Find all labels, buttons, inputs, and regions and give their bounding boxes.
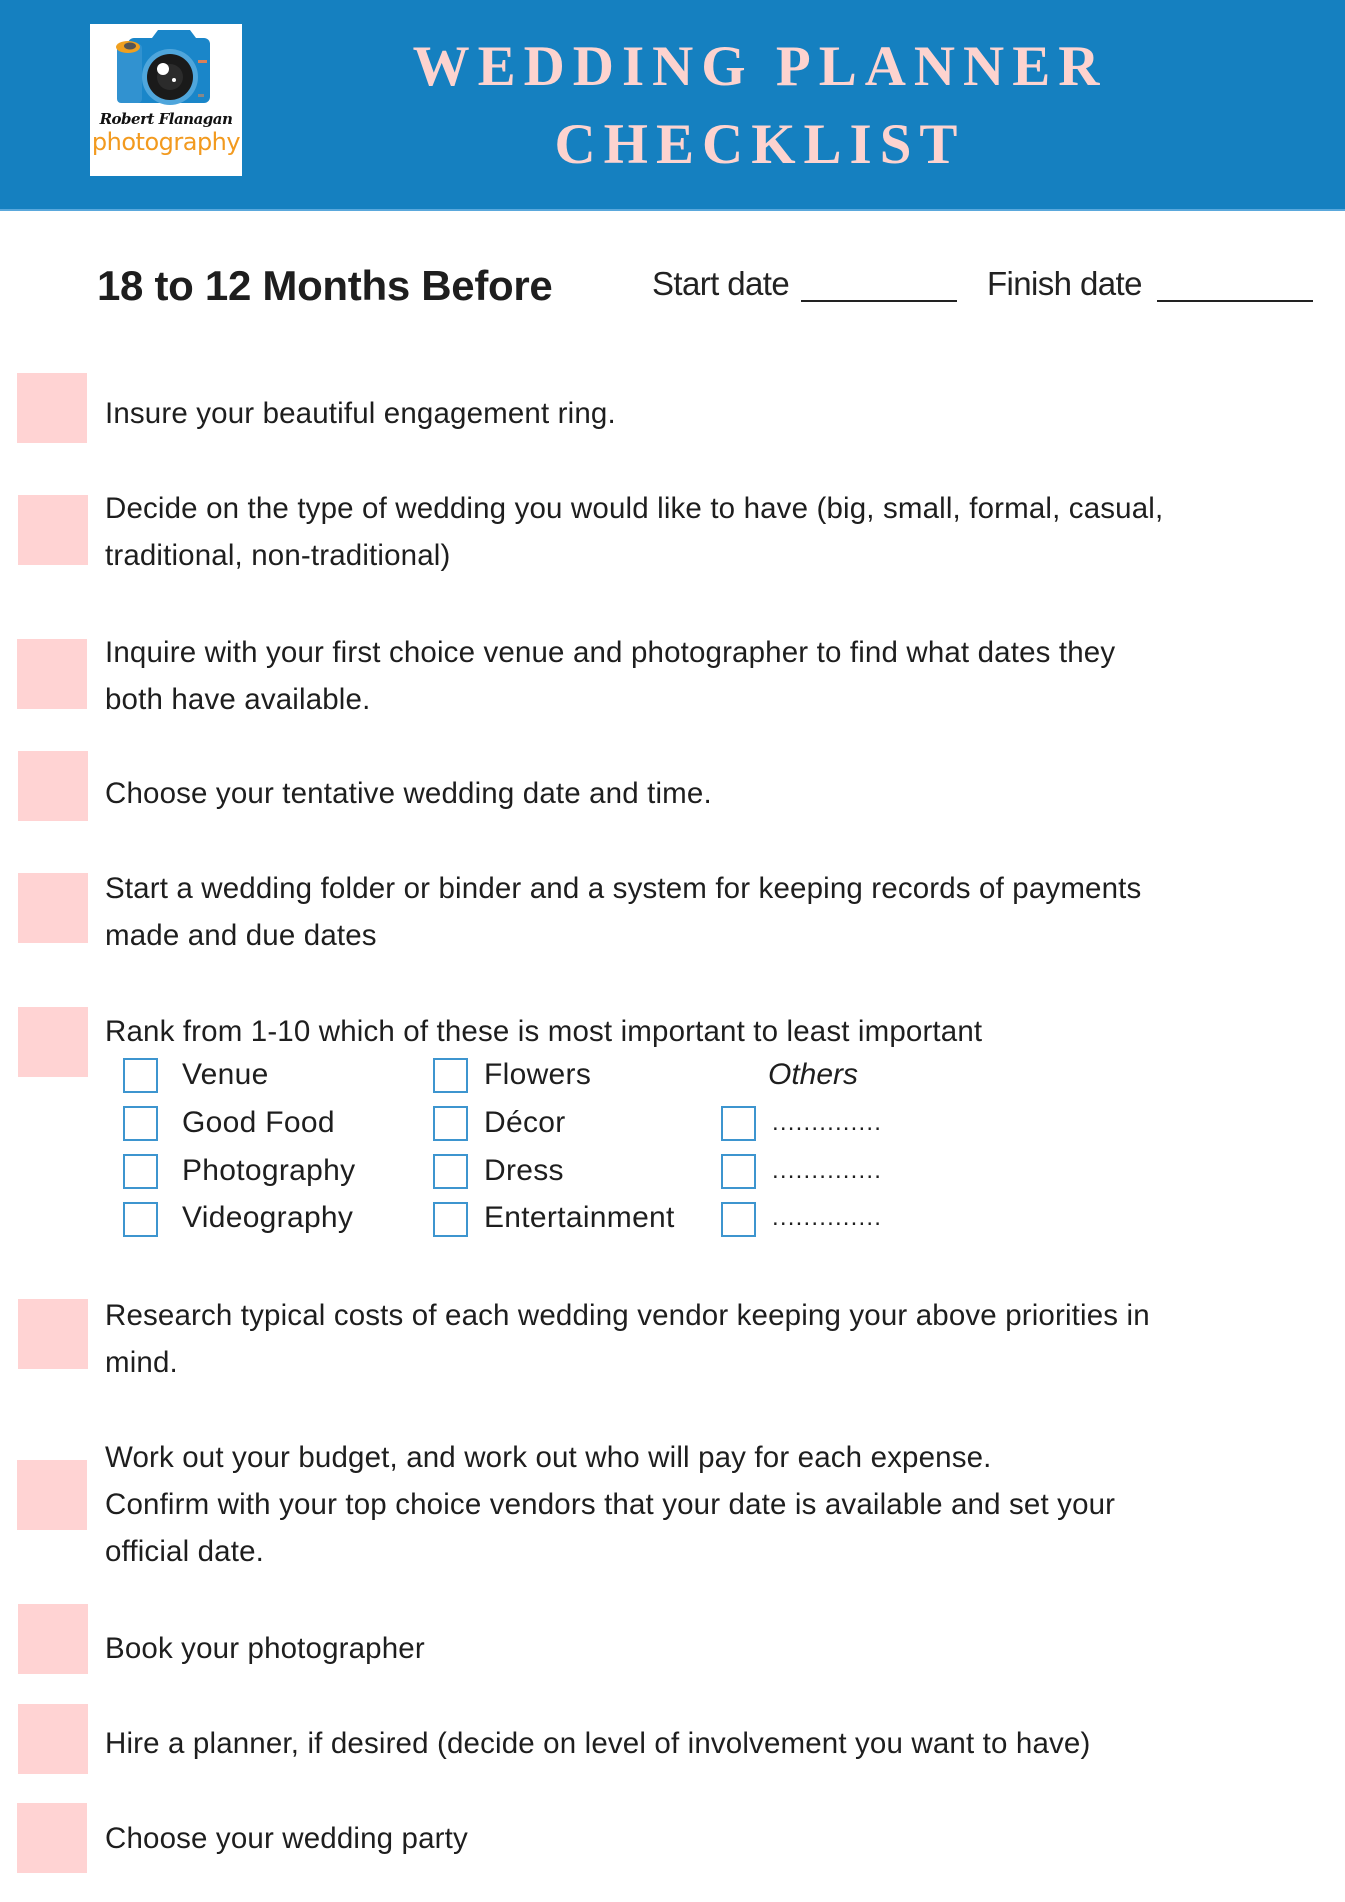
priority-checkbox-venue[interactable]	[123, 1058, 158, 1093]
start-date-field[interactable]	[801, 300, 957, 302]
task-checkbox-2[interactable]	[18, 495, 88, 565]
task-checkbox-11[interactable]	[17, 1803, 87, 1873]
task-text-8: Work out your budget, and work out who will pay for each expense. Confirm with your top choice vendors that your date is available and set your official date.	[105, 1441, 1116, 1568]
task-text-3: Inquire with your first choice venue and photographer to find what dates they both have available.	[105, 636, 1116, 716]
priority-checkbox-flowers[interactable]	[433, 1058, 468, 1093]
priority-checkbox-photography[interactable]	[123, 1154, 158, 1189]
task-checkbox-7[interactable]	[18, 1299, 88, 1369]
task-checkbox-3[interactable]	[17, 639, 87, 709]
others-heading: Others	[768, 1058, 859, 1091]
page-title-line1: WEDDING PLANNER	[412, 35, 1108, 98]
task-checkbox-6[interactable]	[18, 1007, 88, 1077]
task-text-1: Insure your beautiful engagement ring.	[105, 397, 616, 430]
task-checkbox-1[interactable]	[17, 373, 87, 443]
priority-label-decor: Décor	[484, 1106, 566, 1139]
start-date-label: Start date	[652, 265, 790, 302]
priority-label-good-food: Good Food	[182, 1106, 335, 1139]
page-title	[340, 28, 1180, 184]
priority-checkbox-videography[interactable]	[123, 1202, 158, 1237]
task-checkbox-5[interactable]	[18, 873, 88, 943]
priority-label-venue: Venue	[182, 1058, 269, 1091]
task-checkbox-4[interactable]	[18, 751, 88, 821]
section-title: 18 to 12 Months Before	[97, 262, 553, 309]
priority-checkbox-other-1[interactable]	[721, 1106, 756, 1141]
priority-checkbox-other-3[interactable]	[721, 1202, 756, 1237]
page-title-line2: CHECKLIST	[554, 113, 966, 176]
task-checkbox-8[interactable]	[17, 1460, 87, 1530]
priority-label-entertainment: Entertainment	[484, 1201, 675, 1234]
finish-date-label: Finish date	[987, 265, 1142, 302]
other-blank-2[interactable]: ..............	[772, 1157, 883, 1184]
priority-checkbox-good-food[interactable]	[123, 1106, 158, 1141]
other-blank-1[interactable]: ..............	[772, 1109, 883, 1136]
task-text-6: Rank from 1-10 which of these is most important to least important	[105, 1015, 983, 1048]
priority-checkbox-entertainment[interactable]	[433, 1202, 468, 1237]
task-text-4: Choose your tentative wedding date and time.	[105, 777, 712, 810]
camera-icon	[90, 24, 242, 114]
task-text-5: Start a wedding folder or binder and a system for keeping records of payments made and due dates	[105, 872, 1142, 952]
logo-script-text: Robert Flanagan	[99, 110, 233, 128]
priority-checkbox-other-2[interactable]	[721, 1154, 756, 1189]
priority-label-flowers: Flowers	[484, 1058, 592, 1091]
task-text-10: Hire a planner, if desired (decide on level of involvement you want to have)	[105, 1727, 1091, 1760]
priority-label-photography: Photography	[182, 1154, 356, 1187]
priority-label-videography: Videography	[182, 1201, 354, 1234]
task-text-11: Choose your wedding party	[105, 1822, 468, 1855]
task-checkbox-9[interactable]	[18, 1604, 88, 1674]
logo-brand-text: photography	[91, 128, 241, 156]
priority-checkbox-dress[interactable]	[433, 1154, 468, 1189]
other-blank-3[interactable]: ..............	[772, 1204, 883, 1231]
task-checkbox-10[interactable]	[18, 1704, 88, 1774]
task-text-2: Decide on the type of wedding you would like to have (big, small, formal, casual, traditional, non-traditional)	[105, 492, 1164, 572]
brand-logo	[90, 24, 242, 176]
finish-date-field[interactable]	[1157, 300, 1313, 302]
header-banner	[0, 0, 1345, 211]
priority-checkbox-decor[interactable]	[433, 1106, 468, 1141]
task-text-7: Research typical costs of each wedding vendor keeping your above priorities in mind.	[105, 1299, 1150, 1379]
task-text-9: Book your photographer	[105, 1632, 425, 1665]
priority-label-dress: Dress	[484, 1154, 564, 1187]
